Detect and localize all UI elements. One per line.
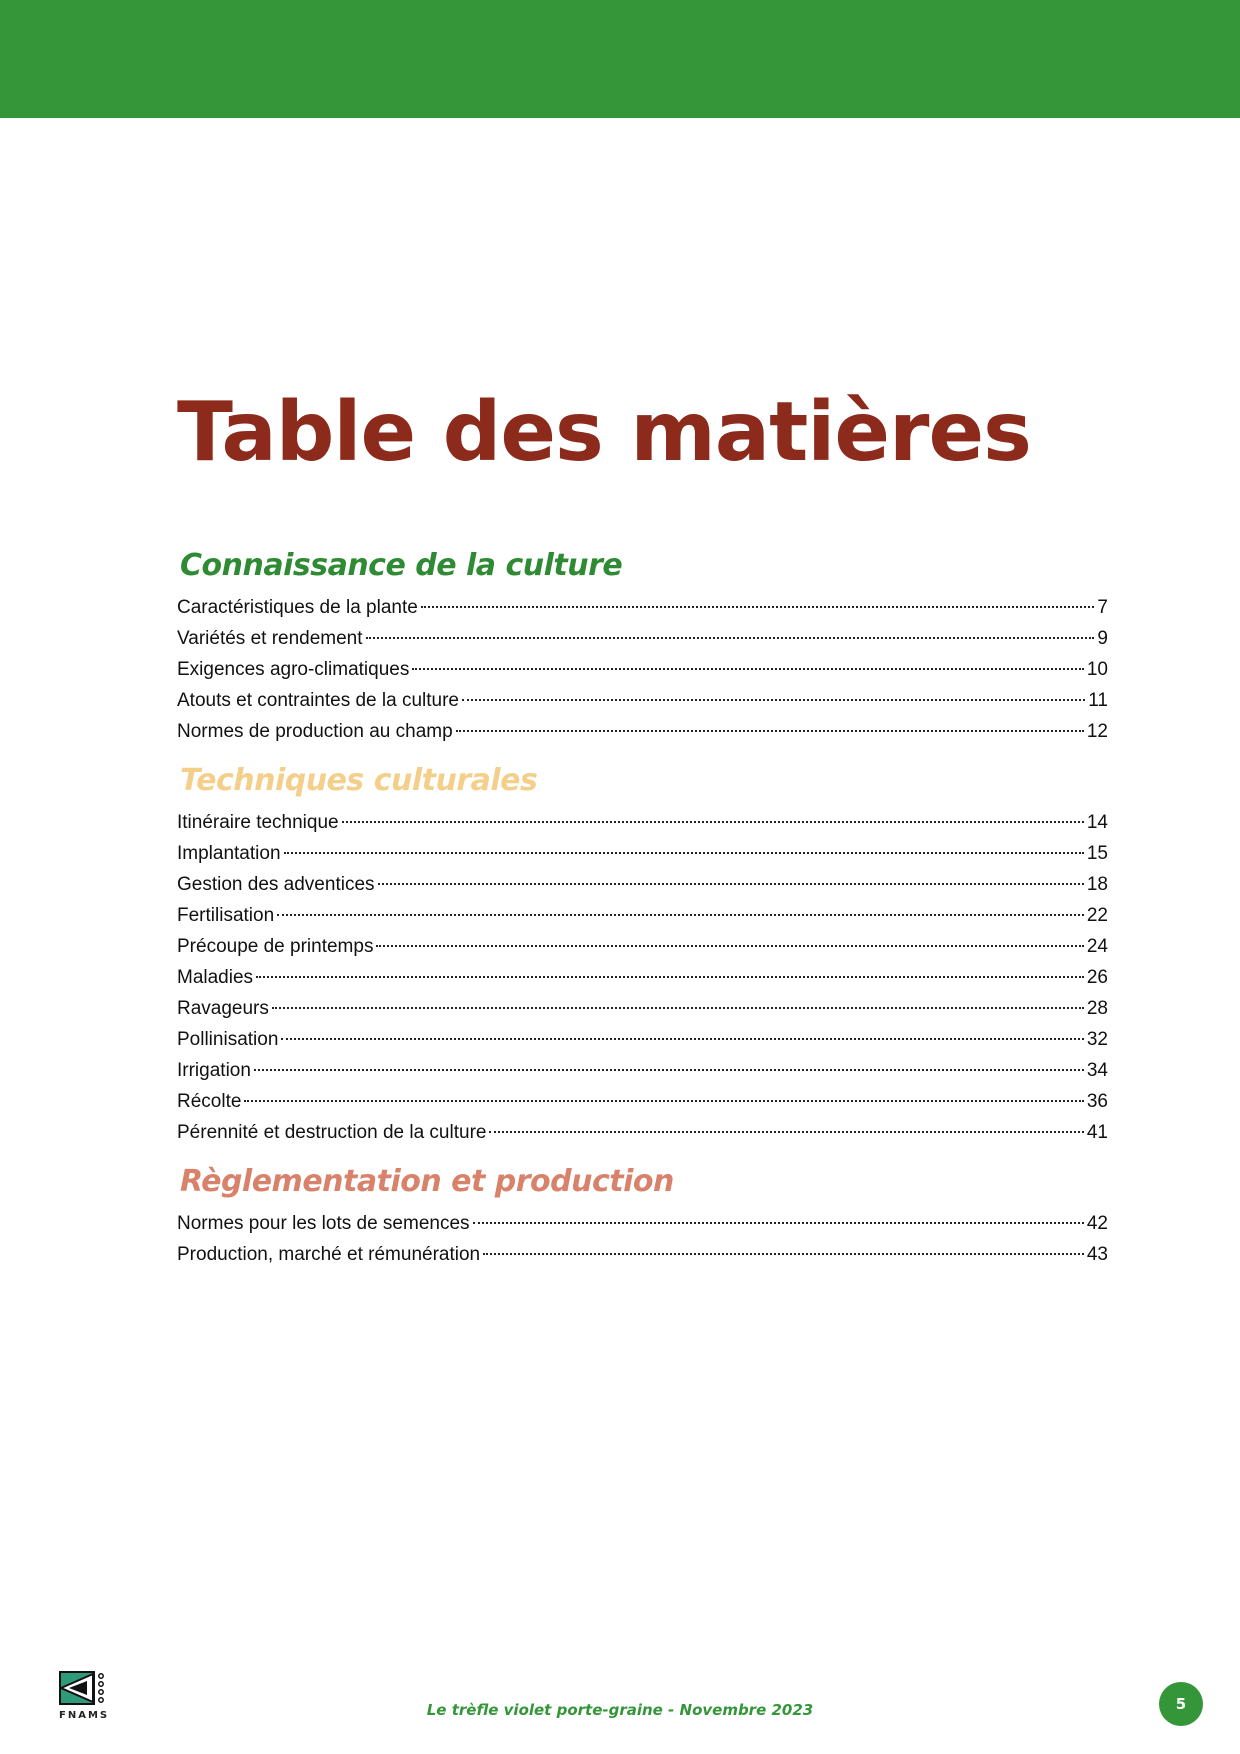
dot-leader <box>281 1038 1083 1040</box>
toc-entry-label: Récolte <box>177 1091 242 1112</box>
toc-entry[interactable] <box>177 1024 1108 1055</box>
dot-leader <box>483 1253 1084 1255</box>
toc-entry-label: Pérennité et destruction de la culture <box>177 1122 487 1143</box>
dot-leader <box>256 976 1084 978</box>
toc-entry-label: Implantation <box>177 843 281 864</box>
toc-entry-label: Itinéraire technique <box>177 812 339 833</box>
dot-leader <box>421 606 1095 608</box>
toc-entry-list <box>177 1208 1108 1270</box>
dot-leader <box>277 914 1084 916</box>
dot-leader <box>378 883 1084 885</box>
dot-leader <box>244 1100 1083 1102</box>
toc-entry-list <box>177 807 1108 1148</box>
toc-entry[interactable] <box>177 993 1108 1024</box>
toc-entry-label: Gestion des adventices <box>177 874 375 895</box>
toc-entry-label: Production, marché et rémunération <box>177 1244 481 1265</box>
toc-entry-label: Pollinisation <box>177 1029 279 1050</box>
toc-entry-page: 12 <box>1086 721 1108 742</box>
dot-leader <box>254 1069 1084 1071</box>
section-heading: Connaissance de la culture <box>180 548 623 583</box>
header-band <box>0 0 1240 118</box>
toc-entry-page: 28 <box>1086 998 1108 1019</box>
dot-leader <box>412 668 1084 670</box>
page-title: Table des matières <box>177 385 1031 480</box>
toc-entry-label: Normes de production au champ <box>177 721 453 742</box>
toc-entry-page: 36 <box>1086 1091 1108 1112</box>
toc-entry[interactable] <box>177 869 1108 900</box>
toc-entry[interactable] <box>177 962 1108 993</box>
toc-entry-page: 14 <box>1086 812 1108 833</box>
section-heading: Règlementation et production <box>180 1164 674 1199</box>
dot-leader <box>272 1007 1084 1009</box>
toc-entry-page: 15 <box>1086 843 1108 864</box>
toc-entry-page: 7 <box>1097 597 1108 618</box>
toc-entry[interactable] <box>177 838 1108 869</box>
toc-entry[interactable] <box>177 931 1108 962</box>
toc-entry[interactable] <box>177 654 1108 685</box>
toc-entry-page: 22 <box>1086 905 1108 926</box>
toc-entry-label: Fertilisation <box>177 905 275 926</box>
toc-entry-label: Variétés et rendement <box>177 628 363 649</box>
toc-entry[interactable] <box>177 1055 1108 1086</box>
toc-entry-label: Ravageurs <box>177 998 269 1019</box>
toc-entry[interactable] <box>177 1117 1108 1148</box>
toc-entry-page: 26 <box>1086 967 1108 988</box>
toc-entry[interactable] <box>177 1208 1108 1239</box>
toc-entry-list <box>177 592 1108 747</box>
dot-leader <box>473 1222 1084 1224</box>
dot-leader <box>489 1131 1083 1133</box>
toc-entry-label: Normes pour les lots de semences <box>177 1213 470 1234</box>
footer-text: Le trèfle violet porte-graine - Novembre 2023 <box>426 1701 814 1719</box>
toc-entry-page: 10 <box>1086 659 1108 680</box>
toc-entry-label: Atouts et contraintes de la culture <box>177 690 459 711</box>
toc-entry[interactable] <box>177 716 1108 747</box>
dot-leader <box>342 821 1084 823</box>
logo-text: FNAMS <box>59 1710 110 1721</box>
toc-entry[interactable] <box>177 1086 1108 1117</box>
toc-entry-label: Irrigation <box>177 1060 251 1081</box>
toc-entry-page: 24 <box>1086 936 1108 957</box>
toc-entry-label: Exigences agro-climatiques <box>177 659 410 680</box>
page-number-badge: 5 <box>1159 1682 1203 1726</box>
toc-entry-page: 41 <box>1086 1122 1108 1143</box>
toc-entry-page: 18 <box>1086 874 1108 895</box>
dot-leader <box>376 945 1083 947</box>
toc-entry[interactable] <box>177 900 1108 931</box>
section-heading: Techniques culturales <box>180 763 538 798</box>
toc-entry-page: 43 <box>1086 1244 1108 1265</box>
toc-section <box>177 540 1108 747</box>
dot-leader <box>456 730 1084 732</box>
toc-entry-page: 34 <box>1086 1060 1108 1081</box>
toc-entry[interactable] <box>177 623 1108 654</box>
dot-leader <box>366 637 1095 639</box>
toc-entry-label: Maladies <box>177 967 254 988</box>
toc-entry-page: 32 <box>1086 1029 1108 1050</box>
toc-section <box>177 755 1108 1148</box>
dot-leader <box>284 852 1084 854</box>
toc-entry[interactable] <box>177 1239 1108 1270</box>
table-of-contents <box>177 540 1108 1270</box>
toc-entry-page: 9 <box>1097 628 1108 649</box>
toc-entry-page: 42 <box>1086 1213 1108 1234</box>
toc-section <box>177 1156 1108 1270</box>
toc-entry[interactable] <box>177 685 1108 716</box>
toc-entry[interactable] <box>177 807 1108 838</box>
toc-entry-page: 11 <box>1088 690 1108 711</box>
toc-entry[interactable] <box>177 592 1108 623</box>
toc-entry-label: Caractéristiques de la plante <box>177 597 418 618</box>
toc-entry-label: Précoupe de printemps <box>177 936 374 957</box>
dot-leader <box>462 699 1085 701</box>
